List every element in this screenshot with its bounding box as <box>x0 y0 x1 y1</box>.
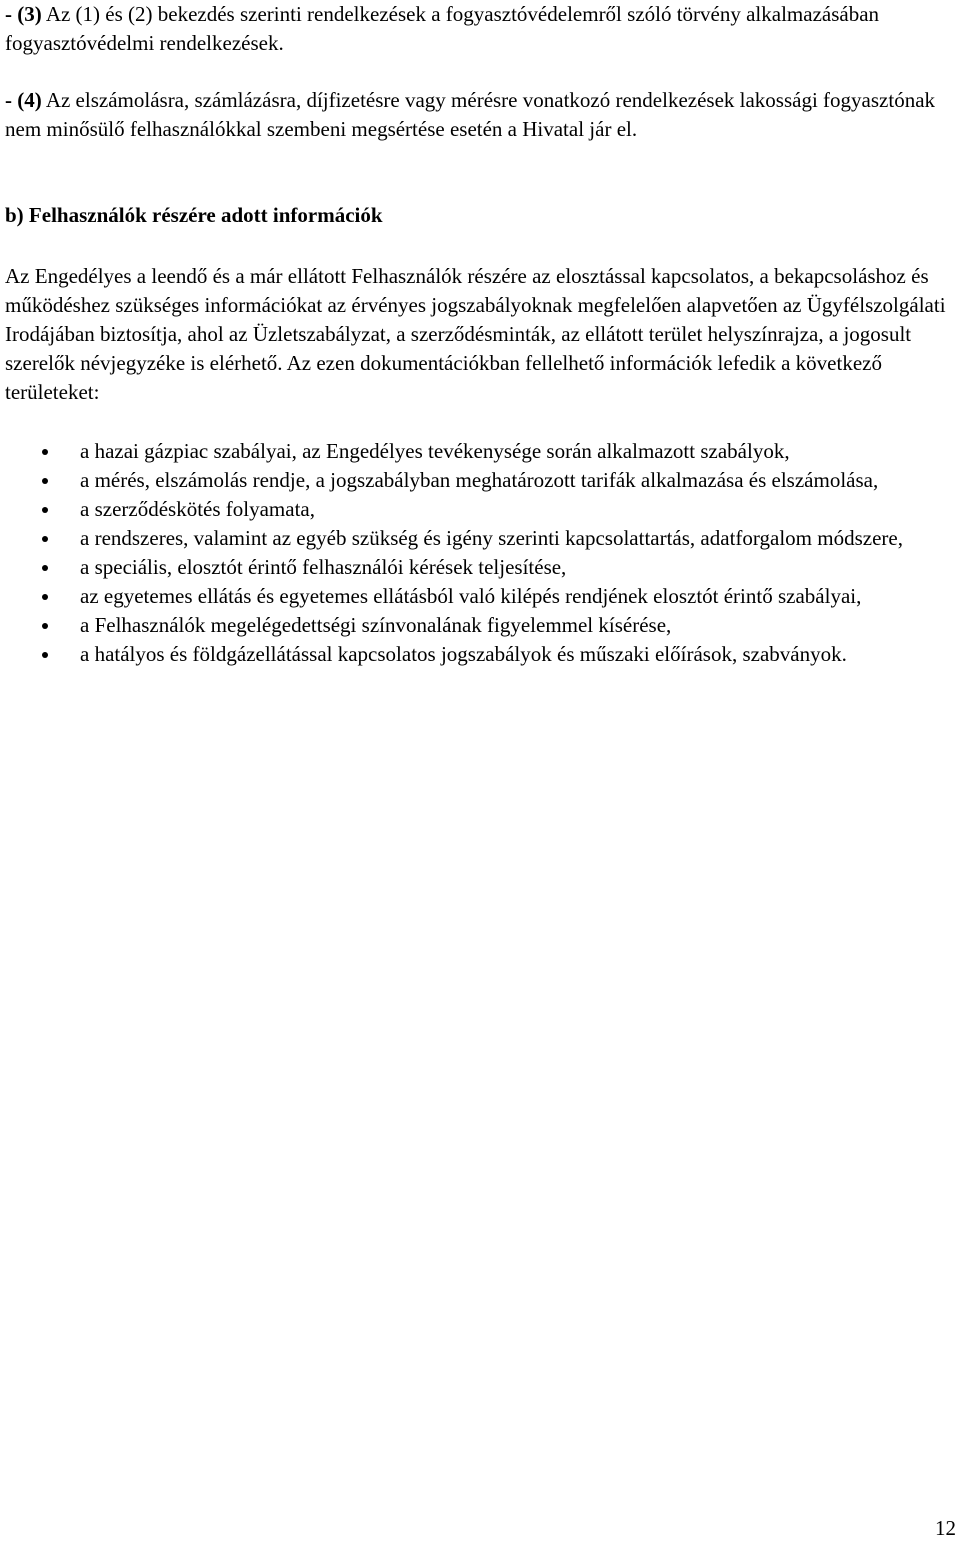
bullet-icon <box>42 565 48 571</box>
list-item <box>0 524 950 553</box>
paragraph-lead: - (4) <box>5 88 42 112</box>
list-item-text: a speciális, elosztót érintő felhasználói kérések teljesítése, <box>80 555 567 579</box>
paragraph-lead: - (3) <box>5 2 42 26</box>
list-item <box>0 582 950 611</box>
bullet-icon <box>42 536 48 542</box>
page-number: 12 <box>935 1516 956 1540</box>
bullet-icon <box>42 507 48 513</box>
paragraph-text: Az elszámolásra, számlázásra, díjfizetésre vagy mérésre vonatkozó rendelkezések lakossági fogyasztónak nem minősülő felhasználókkal szembeni megsértése esetén a Hivatal jár el. <box>5 88 936 141</box>
paragraph-section-4 <box>5 86 950 144</box>
list-item <box>0 553 950 582</box>
paragraph-text: Az (1) és (2) bekezdés szerinti rendelkezések a fogyasztóvédelemről szóló törvény alkalmazásában fogyasztóvédelmi rendelkezések. <box>5 2 880 55</box>
list-item-text: a hatályos és földgázellátással kapcsolatos jogszabályok és műszaki előírások, szabványok. <box>80 642 847 666</box>
list-item-text: az egyetemes ellátás és egyetemes ellátásból való kilépés rendjének elosztót érintő szabályai, <box>80 584 862 608</box>
paragraph-section-3 <box>5 0 950 58</box>
list-item-text: a rendszeres, valamint az egyéb szükség és igény szerinti kapcsolattartás, adatforgalom módszere, <box>80 526 903 550</box>
bullet-icon <box>42 594 48 600</box>
list-item-text: a szerződéskötés folyamata, <box>80 497 315 521</box>
list-item <box>0 466 950 495</box>
bullet-icon <box>42 623 48 629</box>
list-item <box>0 640 950 669</box>
list-item <box>0 611 950 640</box>
list-item-text: a hazai gázpiac szabályai, az Engedélyes tevékenysége során alkalmazott szabályok, <box>80 439 790 463</box>
bullet-icon <box>42 478 48 484</box>
list-item <box>0 495 950 524</box>
bullet-icon <box>42 449 48 455</box>
section-heading: b) Felhasználók részére adott információk <box>5 203 383 227</box>
paragraph-information: Az Engedélyes a leendő és a már ellátott Felhasználók részére az elosztással kapcsolatos, a bekapcsoláshoz és működéshez szükséges információkat az érvényes jogszabályoknak megfelelően alapvetően az Ügyfélszolgálati Irodájában biztosítja, ahol az Üzletszabályzat, a szerződésminták, az ellátott terület helyszínrajza, a jogosult szerelők névjegyzéke is elérhető. Az ezen dokumentációkban fellelhető információk lefedik a következő területeket: <box>5 264 946 404</box>
bullet-icon <box>42 652 48 658</box>
list-item-text: a Felhasználók megelégedettségi színvonalának figyelemmel kísérése, <box>80 613 672 637</box>
list-item-text: a mérés, elszámolás rendje, a jogszabályban meghatározott tarifák alkalmazása és elszámolása, <box>80 468 879 492</box>
list-item <box>0 437 950 466</box>
bullet-list <box>0 437 950 669</box>
